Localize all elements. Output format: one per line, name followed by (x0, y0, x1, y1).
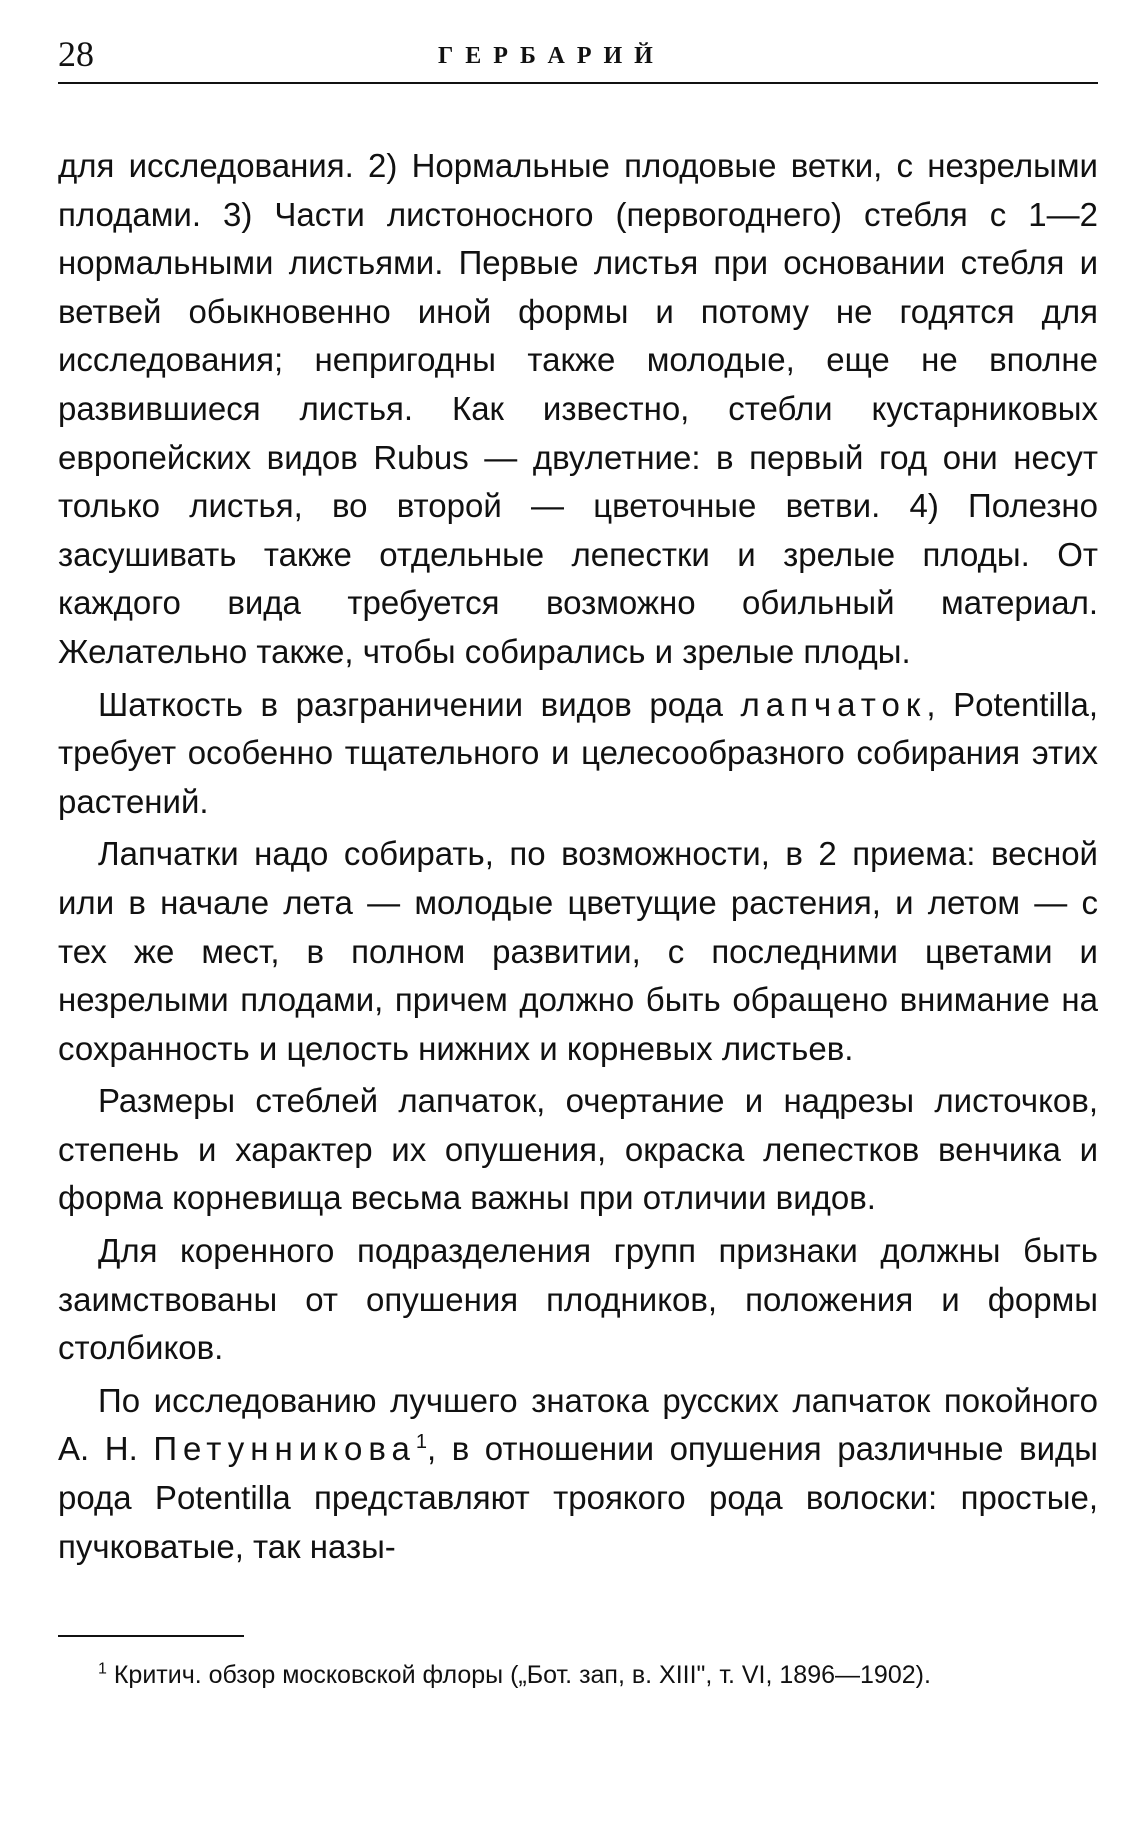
running-title: ГЕРБАРИЙ (438, 43, 665, 69)
footnote (58, 1655, 1098, 1695)
emphasized-author-name: Петунникова (153, 1430, 416, 1468)
paragraph-6-end: , в отношении опушения различные виды рода Potentilla представляют троякого рода волоски: простые, пучковатые, так назы- (58, 1430, 1098, 1565)
paragraph-5: Для коренного подразделения групп признаки должны быть заимствованы от опушения плодников, положения и формы столбиков. (58, 1232, 1098, 1367)
footnote-divider (58, 1635, 244, 1637)
book-page (58, 30, 1098, 1695)
body-text (58, 142, 1098, 1571)
paragraph-4: Размеры стеблей лапчаток, очертание и надрезы листочков, степень и характер их опушения, окраска лепестков венчика и форма корневища весьма важны при отличии видов. (58, 1082, 1098, 1217)
paragraph-2 (58, 681, 1098, 827)
paragraph-2-end: , Potentilla, требует особенно тщательного и целесообразного собирания этих растений. (58, 685, 1098, 820)
footnote-reference: 1 (415, 1431, 427, 1454)
paragraph-3: Лапчатки надо собирать, по возможности, в 2 приема: весной или в начале лета — молодые цветущие растения, и летом — с тех же мест, в полном развитии, с последними цветами и незрелыми плодами, причем должно быть обращено внимание на сохранность и целость нижних и корневых листьев. (58, 835, 1098, 1067)
paragraph-2-start: Шаткость в разграничении видов рода (98, 685, 741, 723)
running-head (58, 30, 1098, 84)
footnote-marker: 1 (98, 1660, 107, 1678)
emphasized-genus-name: лапчаток (740, 685, 927, 723)
footnote-text: Критич. обзор московской флоры („Бот. зап, в. XIII", т. VI, 1896—1902). (113, 1661, 931, 1690)
paragraph-1: для исследования. 2) Нормальные плодовые ветки, с незрелыми плодами. 3) Части листоносного (первогоднего) стебля с 1—2 нормальными листьями. Первые листья при основании стебля и ветвей обыкновенно иной формы и потому не годятся для исследования; непригодны также молодые, еще не вполне развившиеся листья. Как известно, стебли кустарниковых европейских видов Rubus — двулетние: в первый год они несут только листья, во второй — цветочные ветви. 4) Полезно засушивать также отдельные лепестки и зрелые плоды. От каждого вида требуется возможно обильный материал. Желательно также, чтобы собирались и зрелые плоды. (58, 147, 1098, 670)
page-number: 28 (58, 34, 94, 74)
paragraph-6-start: По исследованию лучшего знатока русских лапчаток покойного А. Н. (58, 1381, 1098, 1468)
paragraph-6 (58, 1377, 1098, 1571)
